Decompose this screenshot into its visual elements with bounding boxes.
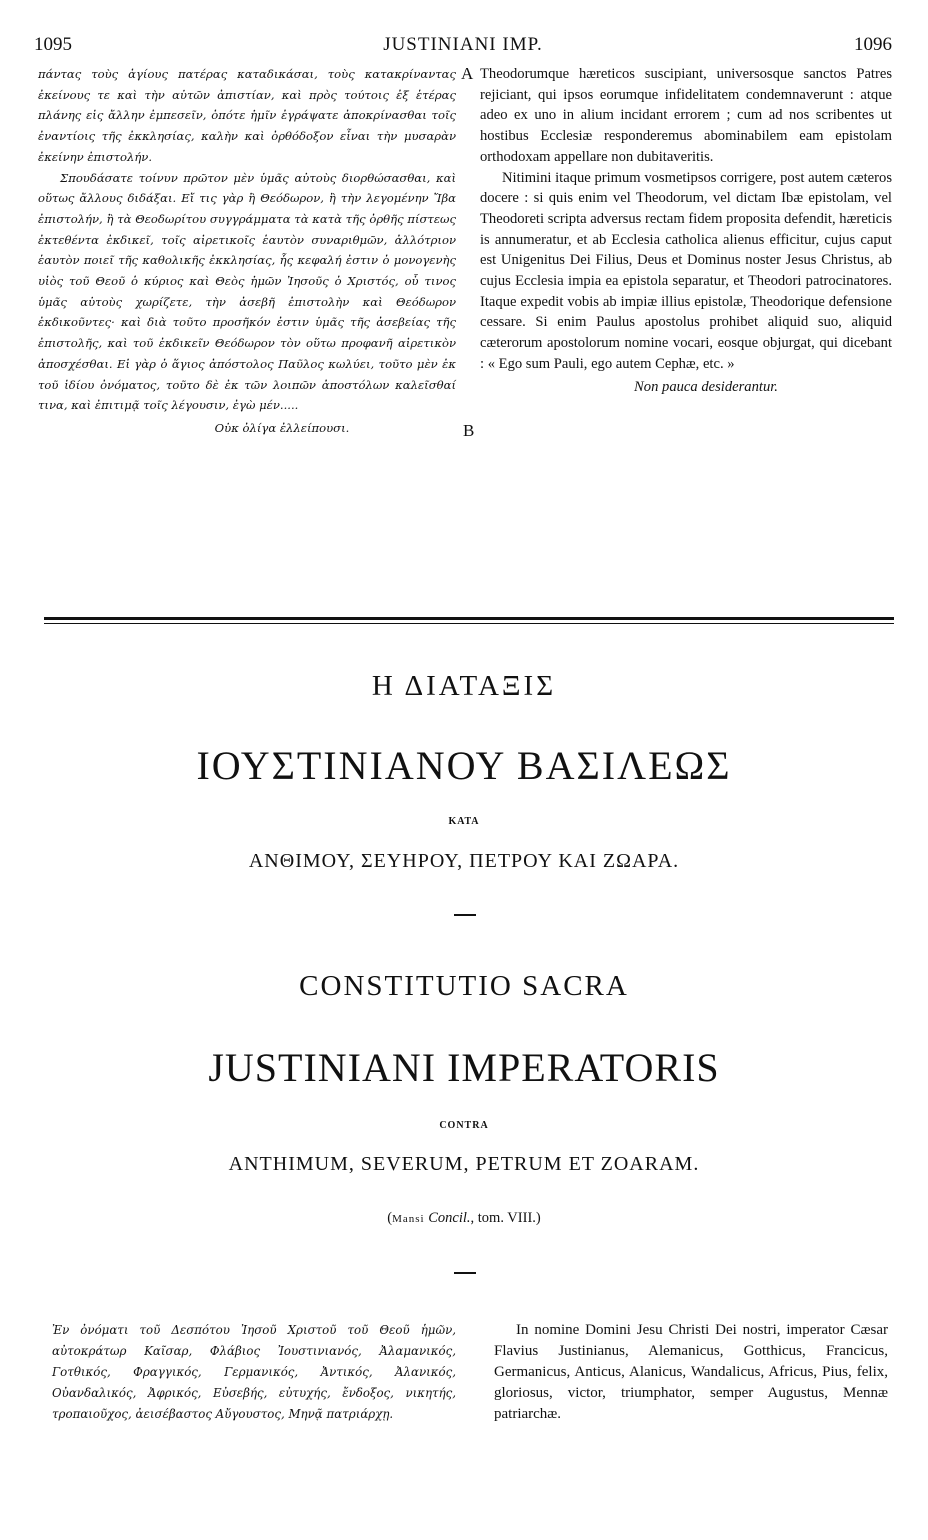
latin-paragraph-2: Nitimini itaque primum vosmetipsos corrigere, post autem cæteros docere : si quis enim vel Theodorum, vel dictam Ibæ epistolam, vel Theodoreti scripta adversus rectam fidem proposita defendit, hæreticis is annumeratur, et ab Ecclesia catholica alienus efficitur, cujus caput est Unigenitus Dei Filius, Deus et Dominus noster Jesus Christus, ab cujus Ecclesia impia ea epistola separatur, et Theodori patrocinatores. Itaque expedit vobis ab impiæ illius epistolæ, Theodorique defensione cessare. Si enim Paulus apostolus prohibet aliquid suo, aliquid cæterorum apostolorum nomine vocari, eosque objurgat, qui dicebant : « Ego sum Pauli, ego autem Cephæ, etc. » [480, 169, 892, 372]
section-divider-thick [44, 617, 894, 620]
latin-lacuna-note: Non pauca desiderantur. [634, 378, 778, 395]
margin-marker-b: B [463, 421, 475, 440]
source-author: Mansi [392, 1213, 425, 1225]
latin-salutation: In nomine Domini Jesu Christi Dei nostri, imperator Cæsar Flavius Justinianus, Alemanicus, Gotthicus, Francicus, Germanicus, Anticus, Alanicus, Wandalicus, Africus, Pius, felix, gloriosus, victor, triumphator, semper Augustus, Mennæ patriarchæ. [494, 1322, 888, 1422]
greek-paragraph-1: πάντας τοὺς ἁγίους πατέρας καταδικάσαι, τοὺς κατακρίναντας ἐκείνους τε καὶ τὴν αὐτῶν ἀπιστίαν, καὶ πρὸς τούτοις ἐξ ἑτέρας πλάνης εἰς ἄλλην ἐμπεσεῖν, ὁπότε ἡμῖν ἐγράψατε ἀποκρίνασθαι τοῖς ἐναντίοις τῆς ἐκκλησίας, καλὴν καὶ ὀρθόδοξον εἶναι τὴν μυσαρὰν ἐκείνην ἐπιστολήν. [38, 67, 456, 164]
latin-title-line-4: ANTHIMUM, SEVERUM, PETRUM ET ZOARAM. [228, 1153, 700, 1175]
latin-title-line-2: JUSTINIANI IMPERATORIS [208, 1045, 720, 1090]
greek-salutation: Ἐν ὀνόματι τοῦ Δεσπότου Ἰησοῦ Χριστοῦ τοῦ Θεοῦ ἡμῶν, αὐτοκράτωρ Καῖσαρ, Φλάβιος Ἰουστινιανός, Ἀλαμανικός, Γοτθικός, Φραγγικός, Γερμανικός, Ἀντικός, Ἀλανικός, Οὐανδαλικός, Ἀφρικός, Εὐσεβής, εὐτυχής, ἔνδοξος, νικητής, τροπαιοῦχος, ἀεισέβαστος Αὔγουστος, Μηνᾷ πατριάρχῃ. [52, 1323, 456, 1421]
latin-column-top [480, 64, 892, 397]
latin-paragraph-1: Theodorumque hæreticos suscipiant, universosque sanctos Patres rejiciant, qui ipsos eorumque infidelitatem condemnaverunt : atque adeo ex uno in alium incidant errorem ; cum ad nos scribentes ut hostibus Ecclesiæ responderemus abominabilem eam epistolam orthodoxam appellare non dubitaveritis. [480, 66, 892, 165]
margin-marker-a: A [461, 64, 474, 83]
greek-title-kata: ΚΑΤΑ [448, 816, 480, 827]
greek-lacuna-note: Οὐκ ὀλίγα ἐλλείπουσι. [214, 420, 350, 435]
source-tome: , tom. VIII.) [470, 1210, 541, 1226]
greek-title-line-4: ΑΝΘΙΜΟΥ, ΣΕΥΗΡΟΥ, ΠΕΤΡΟΥ ΚΑΙ ΖΩΑΡΑ. [248, 850, 680, 872]
greek-title-line-2: ΙΟΥΣΤΙΝΙΑΝΟΥ ΒΑΣΙΛΕΩΣ [196, 743, 732, 788]
latin-column-bottom [494, 1320, 888, 1425]
running-header [34, 34, 892, 56]
greek-title-line-1: Η ΔΙΑΤΑΞΙΣ [371, 670, 557, 702]
section-divider-thin [44, 623, 894, 624]
greek-column-top [38, 64, 456, 439]
page-number-right: 1096 [854, 34, 892, 55]
source-work: Concil. [428, 1210, 471, 1226]
latin-title-line-1: CONSTITUTIO SACRA [299, 970, 629, 1002]
greek-column-bottom [52, 1320, 456, 1425]
body-separator-dash [454, 1272, 476, 1274]
latin-title-contra: CONTRA [439, 1120, 489, 1131]
greek-paragraph-2: Σπουδάσατε τοίνυν πρῶτον μὲν ὑμᾶς αὐτοὺς διορθώσασθαι, καὶ οὕτως ἄλλους διδάξαι. Εἴ τις γὰρ ἢ Θεόδωρον, ἢ τὴν λεγομένην Ἴβα ἐπιστολήν, ἢ τὰ Θεοδωρίτου συγγράμματα τὰ κατὰ τῆς ὀρθῆς πίστεως ἐκτεθέντα ἐκδικεῖ, τοῖς αἱρετικοῖς ἑαυτὸν συναριθμῶν, ἀλλότριον ἑαυτὸν ποιεῖ τῆς καθολικῆς ἐκκλησίας, ἧς κεφαλή ἐστιν ὁ μονογενὴς υἱὸς τοῦ Θεοῦ ὁ κύριος καὶ Θεὸς ἡμῶν Ἰησοῦς ὁ Χριστός, οὗ τινος ὑμᾶς αὐτοὺς χωρίζετε, τὴν ἀσεβῆ ἐπιστολὴν καὶ Θεόδωρον ἐκδικοῦντες· καὶ διὰ τοῦτο προσῆκόν ἐστιν ὑμᾶς τῆς ἀσεβείας τῆς ἐπιστολῆς, καὶ τοῦ ἐκδικεῖν Θεόδωρον τὸν οὕτω προφανῆ αἱρετικὸν ἀποσχέσθαι. Εἰ γὰρ ὁ ἅγιος ἀπόστολος Παῦλος κωλύει, τοῦτο μὲν ἐκ τοῦ ἰδίου ὀνόματος, τοῦτο δὲ ἐκ τῶν λοιπῶν ἀποστόλων καλεῖσθαί τινα, καὶ ἐπιτιμᾷ τοῖς λέγουσιν, ἐγὼ μέν..... [38, 170, 456, 413]
running-title: JUSTINIANI IMP. [383, 34, 543, 55]
page-number-left: 1095 [34, 34, 72, 55]
source-citation: (Mansi Concil., tom. VIII.) [387, 1210, 541, 1226]
title-separator-dash [454, 914, 476, 916]
